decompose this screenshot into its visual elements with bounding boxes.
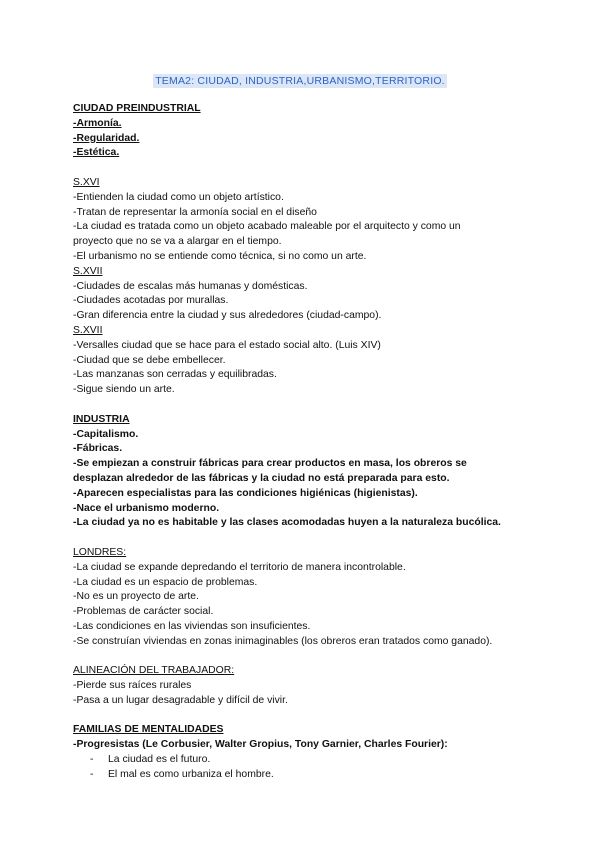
list-item: -Las condiciones en las viviendas son insuficientes.: [73, 620, 311, 632]
list-item: -El urbanismo no se entiende como técnica, si no como un arte.: [73, 250, 367, 262]
list-item: -Entienden la ciudad como un objeto artístico.: [73, 191, 284, 203]
list-item: -La ciudad es tratada como un objeto acabado maleable por el arquitecto y como un proyecto que no se va a alargar en el tiempo.: [73, 221, 461, 248]
list-item: -Las manzanas son cerradas y equilibradas.: [73, 369, 277, 381]
document-title: [0, 71, 600, 89]
list-item: -Versalles ciudad que se hace para el estado social alto. (Luis XIV): [73, 339, 381, 351]
list-item: -Regularidad.: [73, 132, 140, 144]
subheading-s17: S.XVII: [73, 265, 103, 277]
list-item: -Capitalismo.: [73, 428, 139, 440]
document-body: [73, 102, 543, 783]
list-item: -Se construían viviendas en zonas inimaginables (los obreros eran tratados como ganado).: [73, 635, 493, 647]
list-item: -La ciudad es un espacio de problemas.: [73, 576, 258, 588]
sub-list-item: [73, 753, 543, 768]
list-item: -Sigue siendo un arte.: [73, 384, 175, 396]
list-item: -Ciudades acotadas por murallas.: [73, 295, 229, 307]
list-item: -Pierde sus raíces rurales: [73, 680, 192, 692]
list-item: -Tratan de representar la armonía social en el diseño: [73, 206, 317, 218]
section-heading-familias: FAMILIAS DE MENTALIDADES: [73, 724, 224, 736]
list-item: -Se empiezan a construir fábricas para crear productos en masa, los obreros se desplazan alrededor de las fábricas y la ciudad no está preparada para esto.: [73, 458, 467, 484]
bullet-dash: -: [90, 754, 94, 766]
subheading-s16: S.XVI: [73, 176, 100, 188]
list-item: -Aparecen especialistas para las condiciones higiénicas (higienistas).: [73, 487, 418, 499]
list-item: -Progresistas (Le Corbusier, Walter Gropius, Tony Garnier, Charles Fourier):: [73, 739, 448, 751]
bullet-dash: -: [90, 768, 94, 780]
list-item: -Ciudades de escalas más humanas y domésticas.: [73, 280, 308, 292]
subheading-alineacion: ALINEACIÓN DEL TRABAJADOR:: [73, 665, 235, 677]
section-heading-preindustrial: CIUDAD PREINDUSTRIAL: [73, 103, 201, 114]
list-item: -La ciudad ya no es habitable y las clases acomodadas huyen a la naturaleza bucólica.: [73, 517, 501, 529]
document-title-text: TEMA2: CIUDAD, INDUSTRIA,URBANISMO,TERRITORIO.: [155, 75, 445, 87]
section-heading-industria: INDUSTRIA: [73, 413, 130, 425]
list-item: -Fábricas.: [73, 443, 123, 455]
list-item: -Problemas de carácter social.: [73, 606, 214, 618]
list-item: -La ciudad se expande depredando el territorio de manera incontrolable.: [73, 561, 406, 573]
list-item: -Armonía.: [73, 117, 122, 129]
list-item: -Gran diferencia entre la ciudad y sus alrededores (ciudad-campo).: [73, 310, 382, 322]
sub-list-text: El mal es como urbaniza el hombre.: [108, 768, 274, 780]
list-item: -Estética.: [73, 147, 120, 159]
list-item: -Pasa a un lugar desagradable y difícil de vivir.: [73, 694, 288, 706]
subheading-s17-second: S.XVII: [73, 324, 103, 336]
list-item: -Ciudad que se debe embellecer.: [73, 354, 226, 366]
list-item: -Nace el urbanismo moderno.: [73, 502, 220, 514]
sub-list-item: [73, 768, 543, 783]
list-item: -No es un proyecto de arte.: [73, 591, 199, 603]
subheading-londres: LONDRES:: [73, 546, 127, 558]
sub-list-text: La ciudad es el futuro.: [108, 754, 211, 766]
